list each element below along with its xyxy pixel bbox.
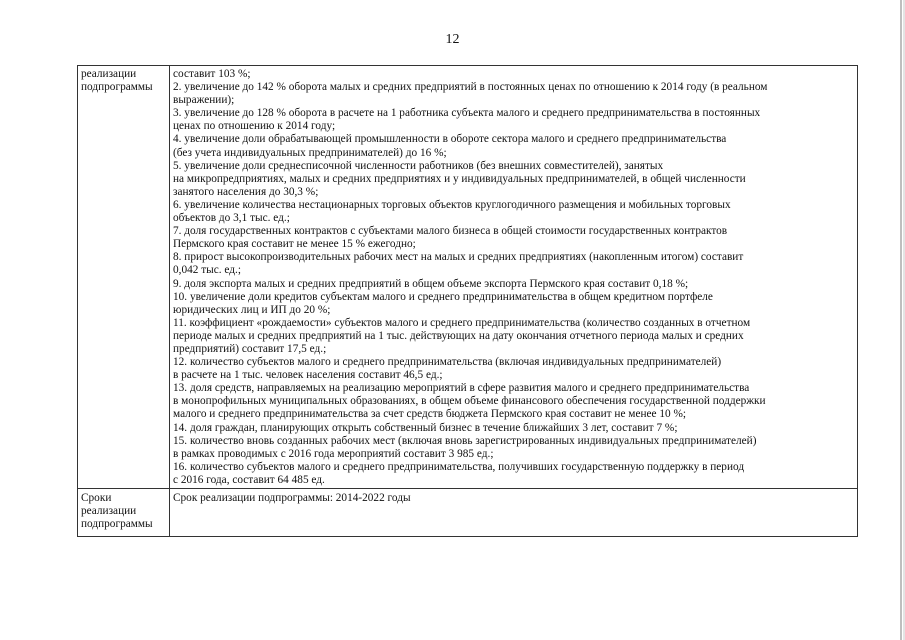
result-line: 4. увеличение доли обрабатывающей промышленности в обороте сектора малого и среднего предпринимательства — [173, 133, 727, 146]
implementation-term-row — [78, 489, 858, 537]
result-line: предприятий) составит 17,5 ед.; — [173, 342, 327, 355]
result-line: в рамках проводимых с 2016 года мероприятий составит 3 985 ед.; — [173, 447, 494, 460]
result-line: юридических лиц и ИП до 20 %; — [173, 303, 331, 316]
result-line: 11. коэффициент «рождаемости» субъектов малого и среднего предпринимательства (количество созданных в отчетном — [173, 316, 751, 329]
result-line: 6. увеличение количества нестационарных торговых объектов круглогодичного размещения и мобильных торговых — [173, 198, 731, 211]
result-line: 7. доля государственных контрактов с субъектами малого бизнеса в общей стоимости государственных контрактов — [173, 225, 728, 238]
result-line: 5. увеличение доли среднесписочной численности работников (без внешних совместителей), занятых — [173, 159, 664, 172]
result-line: в расчете на 1 тыс. человек населения составит 46,5 ед.; — [173, 369, 443, 382]
result-line: на микропредприятиях, малых и средних предприятиях и у индивидуальных предпринимателей, в общей численности — [173, 172, 746, 185]
subprogram-passport-table — [77, 65, 858, 537]
expected-results-list — [173, 68, 855, 487]
result-line: в монопрофильных муниципальных образованиях, в общем объеме финансового обеспечения государственной поддержки — [173, 395, 766, 408]
row-label-cell — [78, 489, 170, 537]
result-line: малого и среднего предпринимательства за счет средств бюджета Пермского края составит не менее 10 %; — [173, 408, 687, 421]
expected-results-row — [78, 66, 858, 489]
result-line: 12. количество субъектов малого и среднего предпринимательства (включая индивидуальных предпринимателей) — [173, 356, 722, 369]
scan-edge — [900, 0, 902, 640]
row-label-line: реализации — [81, 505, 137, 518]
row-label-line: реализации — [81, 68, 137, 80]
row-label-line: подпрограммы — [81, 518, 153, 531]
result-line: 2. увеличение до 142 % оборота малых и средних предприятий в постоянных ценах по отношению к 2014 году (в реальном — [173, 81, 768, 94]
result-line: 10. увеличение доли кредитов субъектам малого и среднего предпринимательства в общем кредитном портфеле — [173, 290, 713, 303]
result-line: 15. количество вновь созданных рабочих мест (включая вновь зарегистрированных индивидуальных предпринимателей) — [173, 434, 757, 447]
result-line: 0,042 тыс. ед.; — [173, 264, 242, 277]
row-label-line: подпрограммы — [81, 81, 153, 94]
result-line: выражении); — [173, 94, 235, 107]
result-line: с 2016 года, составит 64 485 ед. — [173, 473, 325, 486]
result-line: занятого населения до 30,3 %; — [173, 185, 319, 198]
row-content-cell — [170, 66, 858, 489]
result-line: 14. доля граждан, планирующих открыть собственный бизнес в течение ближайших 3 лет, составит 7 %; — [173, 421, 678, 434]
row-content-cell — [170, 489, 858, 537]
page-number: 12 — [445, 32, 460, 47]
result-line: составит 103 %; — [173, 68, 251, 80]
result-line: 16. количество субъектов малого и среднего предпринимательства, получивших государственную поддержку в период — [173, 460, 745, 473]
result-line: объектов до 3,1 тыс. ед.; — [173, 212, 290, 225]
row-label-cell — [78, 66, 170, 489]
result-line: периоде малых и средних предприятий на 1 тыс. действующих на дату окончания отчетного периода малых и средних — [173, 329, 744, 342]
result-line: (без учета индивидуальных предпринимателей) до 16 %; — [173, 146, 447, 159]
result-line: 3. увеличение до 128 % оборота в расчете на 1 работника субъекта малого и среднего предпринимательства в постоянных — [173, 107, 761, 120]
implementation-term-text: Срок реализации подпрограммы: 2014-2022 годы — [173, 492, 411, 504]
result-line: Пермского края составит не менее 15 % ежегодно; — [173, 238, 416, 251]
result-line: 8. прирост высокопроизводительных рабочих мест на малых и средних предприятиях (накопленным итогом) составит — [173, 251, 744, 264]
result-line: ценах по отношению к 2014 году; — [173, 120, 336, 133]
result-line: 9. доля экспорта малых и средних предприятий в общем объеме экспорта Пермского края составит 0,18 %; — [173, 277, 689, 290]
row-label — [81, 68, 167, 94]
row-label — [81, 492, 167, 531]
result-line: 13. доля средств, направляемых на реализацию мероприятий в сфере развития малого и среднего предпринимательства — [173, 382, 750, 395]
row-label-line: Сроки — [81, 492, 112, 504]
